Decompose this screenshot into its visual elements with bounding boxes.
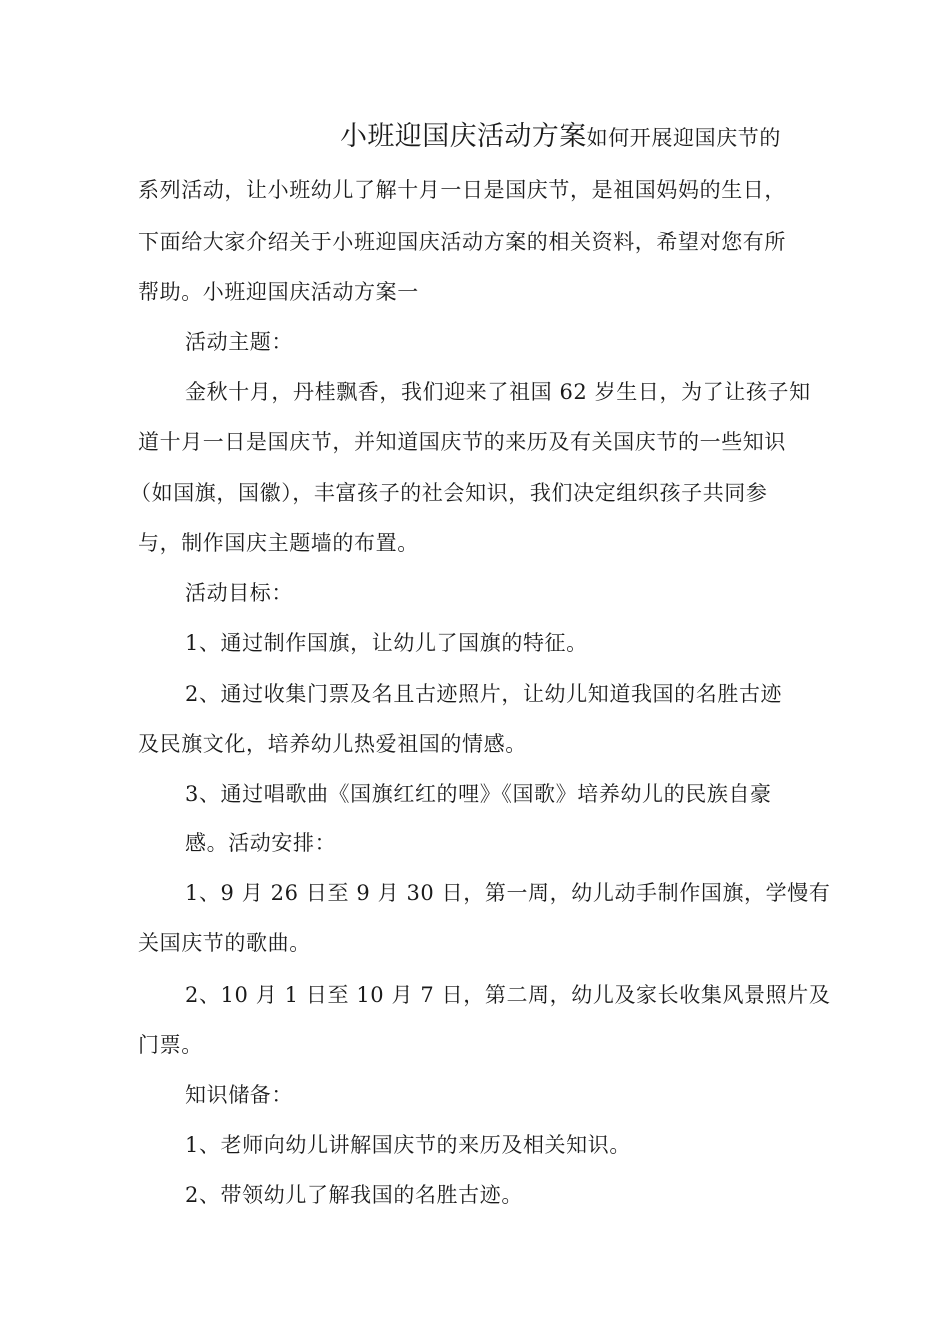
intro-line: 系列活动，让小班幼儿了解十月一日是国庆节，是祖国妈妈的生日， — [138, 178, 786, 202]
theme-paragraph-line: （如国旗，国徽），丰富孩子的社会知识，我们决定组织孩子共同参 — [130, 481, 768, 505]
goal-item: 2、通过收集门票及名且古迹照片，让幼儿知道我国的名胜古迹 — [185, 682, 783, 706]
theme-paragraph-line: 金秋十月，丹桂飘香，我们迎来了祖国 62 岁生日，为了让孩子知 — [185, 380, 811, 404]
intro-line: 下面给大家介绍关于小班迎国庆活动方案的相关资料，希望对您有所 — [138, 230, 786, 254]
title-line — [340, 122, 781, 153]
section-heading-theme: 活动主题： — [185, 330, 293, 354]
plan-item: 1、9 月 26 日至 9 月 30 日，第一周，幼儿动手制作国旗，学慢有 — [185, 881, 831, 905]
plan-item: 2、10 月 1 日至 10 月 7 日，第二周，幼儿及家长收集风景照片及 — [185, 983, 831, 1007]
section-heading-goals: 活动目标： — [185, 581, 293, 605]
theme-paragraph-line: 与，制作国庆主题墙的布置。 — [138, 531, 419, 555]
goal-item-continued: 感。活动安排： — [185, 831, 337, 855]
goal-item-continued: 及民旗文化，培养幼儿热爱祖国的情感。 — [138, 732, 527, 756]
knowledge-item: 2、带领幼儿了解我国的名胜古迹。 — [185, 1183, 523, 1207]
goal-item: 1、通过制作国旗，让幼儿了国旗的特征。 — [185, 631, 588, 655]
section-heading-knowledge: 知识储备： — [185, 1083, 293, 1107]
goal-item: 3、通过唱歌曲《国旗红红的哩》《国歌》培养幼儿的民族自豪 — [185, 782, 772, 806]
theme-paragraph-line: 道十月一日是国庆节，并知道国庆节的来历及有关国庆节的一些知识 — [138, 430, 786, 454]
plan-item-continued: 门票。 — [138, 1033, 203, 1057]
document-title: 小班迎国庆活动方案 — [340, 121, 587, 152]
knowledge-item: 1、老师向幼儿讲解国庆节的来历及相关知识。 — [185, 1133, 631, 1157]
intro-text: 如何开展迎国庆节的 — [586, 126, 782, 150]
intro-line: 帮助。小班迎国庆活动方案一 — [138, 280, 419, 304]
plan-item-continued: 关国庆节的歌曲。 — [138, 931, 311, 955]
